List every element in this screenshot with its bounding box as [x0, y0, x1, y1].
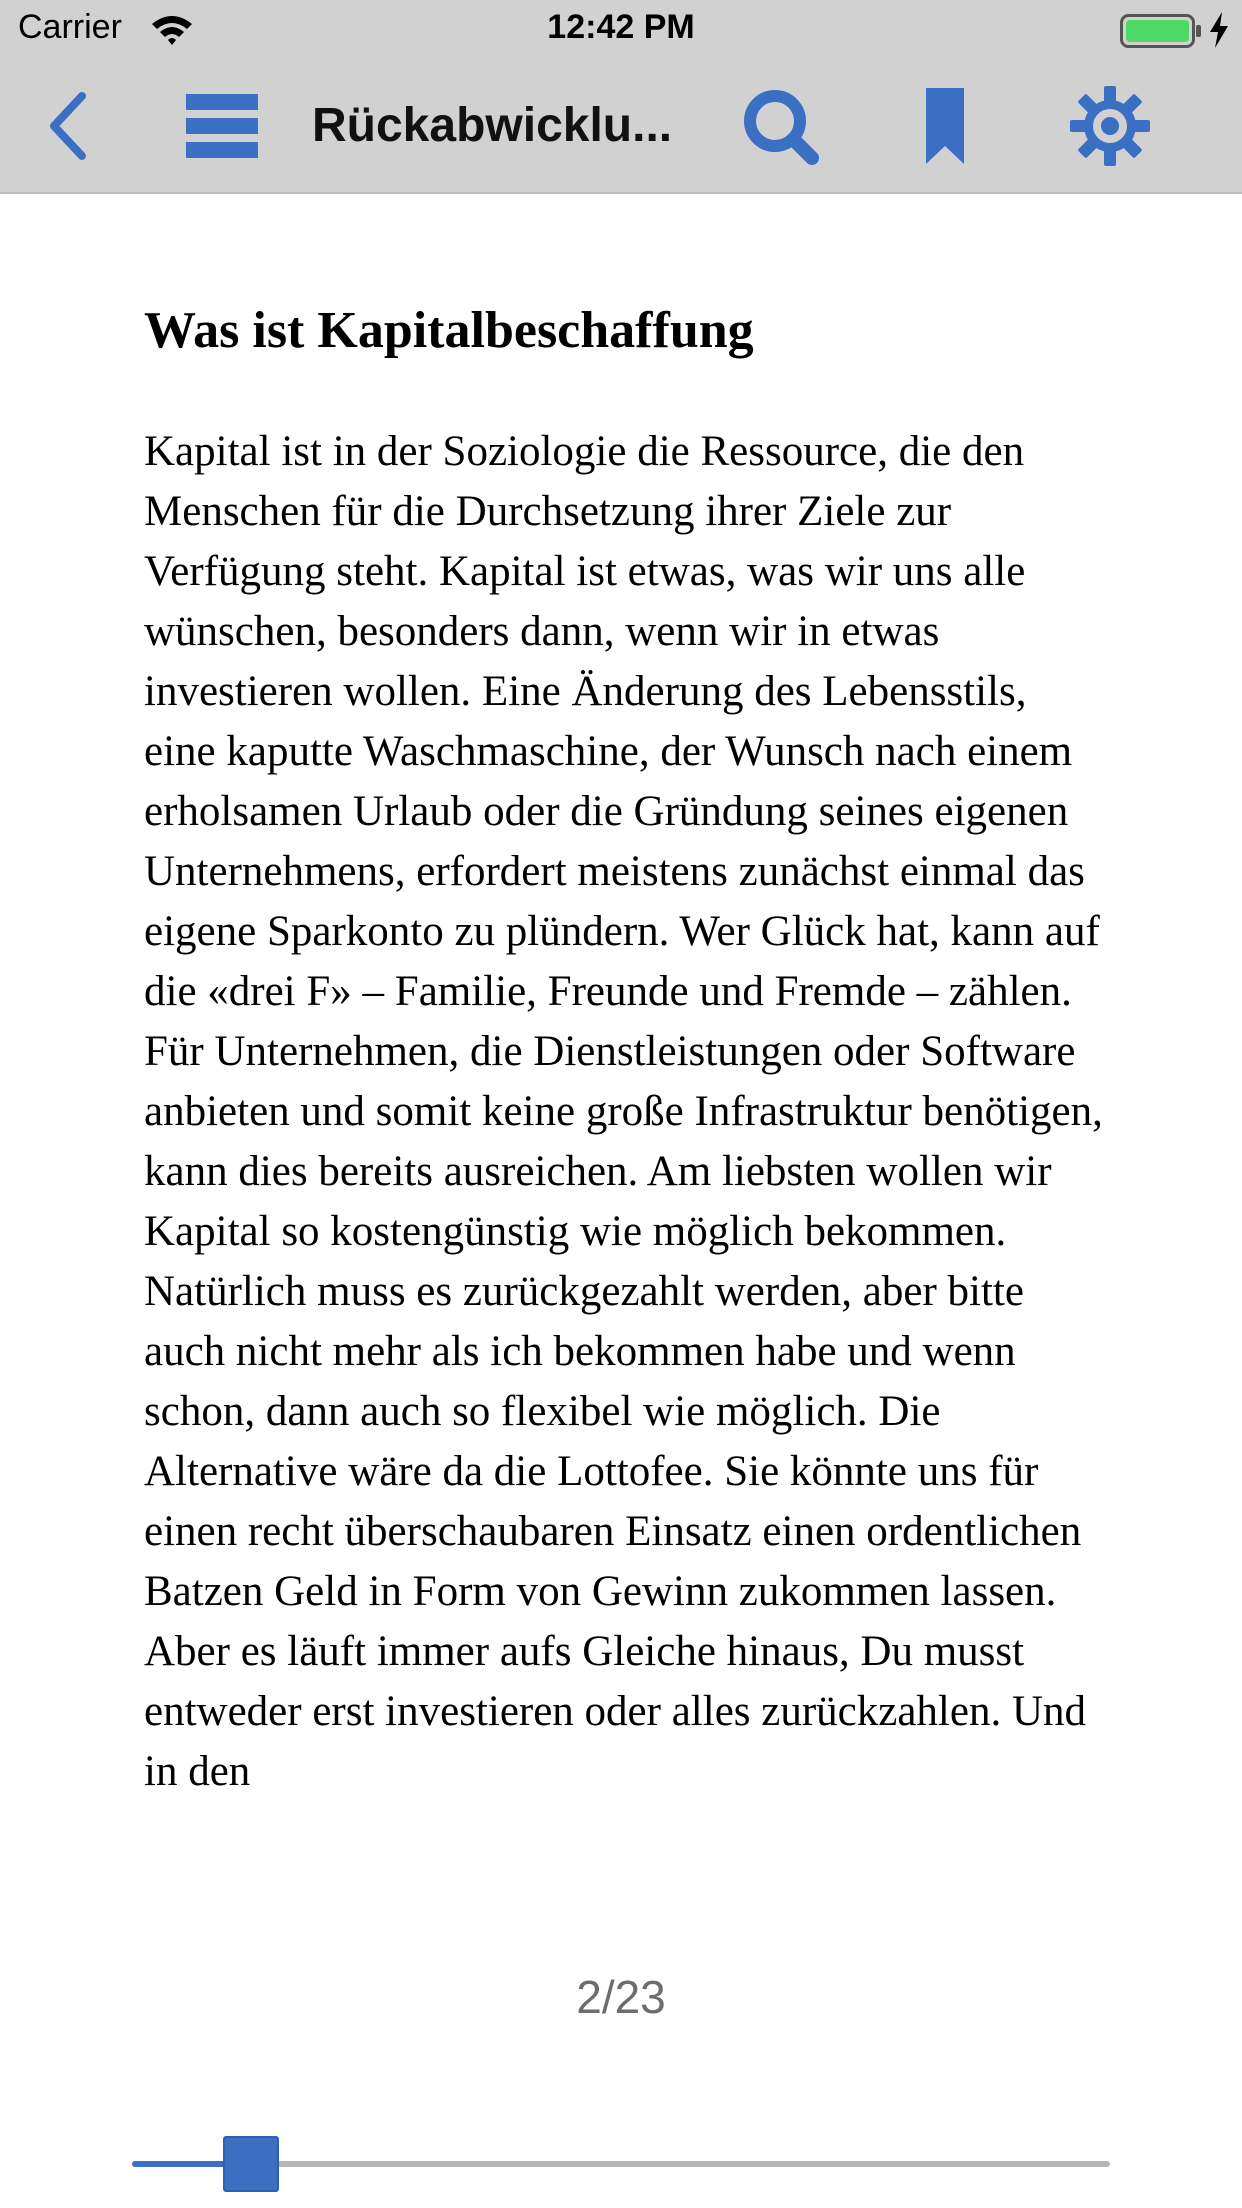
reader-content	[144, 300, 1104, 2042]
back-button[interactable]	[20, 60, 120, 192]
menu-button[interactable]	[172, 60, 272, 192]
chapter-title: Was ist Kapitalbeschaffung	[144, 302, 754, 359]
settings-icon	[1068, 84, 1152, 168]
nav-bar	[0, 60, 1242, 194]
page-indicator: 2/23	[576, 1971, 666, 2023]
bookmark-icon	[920, 84, 970, 168]
status-bar	[0, 0, 1242, 60]
book-title: Rückabwicklu...	[312, 99, 673, 152]
menu-icon	[182, 86, 262, 166]
charging-bolt-icon	[1208, 12, 1230, 48]
battery-icon	[1120, 14, 1204, 48]
search-button[interactable]	[730, 60, 830, 192]
page-slider[interactable]	[132, 2134, 1110, 2194]
status-time: 12:42 PM	[547, 8, 695, 46]
slider-thumb[interactable]	[223, 2136, 279, 2192]
bookmark-button[interactable]	[895, 60, 995, 192]
chapter-body-text: Kapital ist in der Soziologie die Ressource, die den Menschen für die Durchsetzung ihrer Ziele zur Verfügung steht. Kapital ist etwas, was wir uns alle wünschen, besonders dann, wenn wir in etwas investieren wollen. Eine Änderung des Lebensstils, eine kaputte Waschmaschine, der Wunsch nach einem erholsamen Urlaub oder die Gründung seines eigenen Unternehmens, erfordert meistens zunächst einmal das eigene Sparkonto zu plündern. Wer Glück hat, kann auf die «drei F» – Familie, Freunde und Fremde – zählen. Für Unternehmen, die Dienstleistungen oder Software anbieten und somit keine große Infrastruktur benötigen, kann dies bereits ausreichen. Am liebsten wollen wir Kapital so kostengünstig wie möglich bekommen. Natürlich muss es zurückgezahlt werden, aber bitte auch nicht mehr als ich bekommen habe und wenn schon, dann auch so flexibel wie möglich. Die Alternative wäre da die Lottofee. Sie könnte uns für einen recht überschaubaren Einsatz einen ordentlichen Batzen Geld in Form von Gewinn zukommen lassen. Aber es läuft immer aufs Gleiche hinaus, Du musst entweder erst investieren oder alles zurückzahlen. Und in den	[144, 428, 1103, 1796]
carrier-label: Carrier	[18, 8, 122, 46]
search-icon	[738, 84, 822, 168]
settings-button[interactable]	[1060, 60, 1160, 192]
back-chevron-icon	[40, 86, 100, 166]
